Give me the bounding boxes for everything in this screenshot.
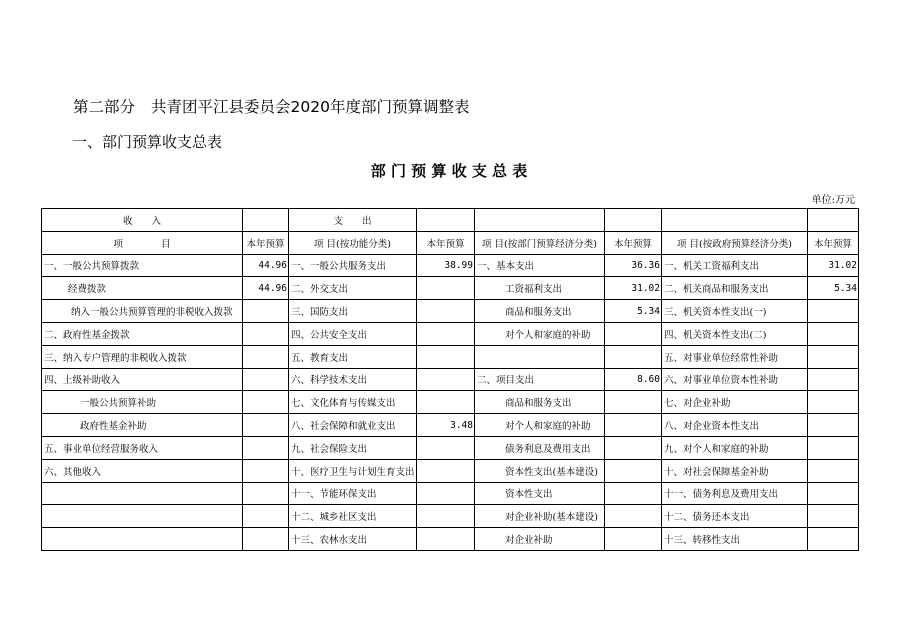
expense-header: 支 出 [289, 209, 417, 232]
income-item: 三、纳入专户管理的非税收入拨款 [42, 345, 243, 368]
income-item: 六、其他收入 [42, 459, 243, 482]
dept-econ-item: 对企业补助(基本建设) [475, 505, 605, 528]
gov-econ-budget [808, 459, 859, 482]
dept-econ-budget: 36.36 [605, 254, 662, 277]
dept-econ-item: 债务利息及费用支出 [475, 436, 605, 459]
dept-econ-item: 资本性支出(基本建设) [475, 459, 605, 482]
function-budget [417, 436, 475, 459]
function-item: 四、公共安全支出 [289, 322, 417, 345]
dept-econ-item [475, 345, 605, 368]
gov-econ-budget [808, 322, 859, 345]
dept-econ-budget: 31.02 [605, 277, 662, 300]
income-budget [243, 414, 289, 437]
table-row [42, 254, 859, 277]
function-item: 三、国防支出 [289, 300, 417, 323]
gov-econ-budget [808, 391, 859, 414]
section-subheading: 一、部门预算收支总表 [72, 133, 223, 151]
page-heading [73, 95, 469, 117]
dept-econ-item: 商品和服务支出 [475, 391, 605, 414]
function-item: 一、一般公共服务支出 [289, 254, 417, 277]
income-item: 五、事业单位经营服务收入 [42, 436, 243, 459]
income-item: 一般公共预算补助 [42, 391, 243, 414]
gov-econ-budget [808, 436, 859, 459]
heading-part: 第二部分 [73, 98, 136, 116]
table-row [42, 436, 859, 459]
function-item: 七、文化体育与传媒支出 [289, 391, 417, 414]
dept-econ-budget [605, 436, 662, 459]
income-budget [243, 436, 289, 459]
dept-econ-budget [605, 391, 662, 414]
empty-cell [605, 209, 662, 232]
function-budget: 3.48 [417, 414, 475, 437]
gov-econ-item: 五、对事业单位经常性补助 [662, 345, 808, 368]
gov-econ-item: 十二、债务还本支出 [662, 505, 808, 528]
col-header-dept-econ-item: 项 目(按部门预算经济分类) [475, 231, 605, 254]
dept-econ-item: 对个人和家庭的补助 [475, 322, 605, 345]
gov-econ-budget [808, 368, 859, 391]
col-header-dept-econ-budget: 本年预算 [605, 231, 662, 254]
gov-econ-budget [808, 345, 859, 368]
dept-econ-item: 对企业补助 [475, 528, 605, 551]
dept-econ-item: 对个人和家庭的补助 [475, 414, 605, 437]
dept-econ-budget [605, 414, 662, 437]
income-budget [243, 528, 289, 551]
function-item: 六、科学技术支出 [289, 368, 417, 391]
dept-econ-budget [605, 459, 662, 482]
gov-econ-item: 七、对企业补助 [662, 391, 808, 414]
table-row [42, 322, 859, 345]
gov-econ-item: 十三、转移性支出 [662, 528, 808, 551]
income-budget [243, 505, 289, 528]
function-item: 十一、节能环保支出 [289, 482, 417, 505]
col-header-function-budget: 本年预算 [417, 231, 475, 254]
function-item: 九、社会保险支出 [289, 436, 417, 459]
income-item [42, 528, 243, 551]
income-budget [243, 368, 289, 391]
function-budget [417, 345, 475, 368]
income-budget [243, 391, 289, 414]
gov-econ-budget [808, 482, 859, 505]
gov-econ-item: 八、对企业资本性支出 [662, 414, 808, 437]
dept-econ-item: 商品和服务支出 [475, 300, 605, 323]
dept-econ-budget [605, 528, 662, 551]
dept-econ-budget: 8.60 [605, 368, 662, 391]
table-column-header-row [42, 231, 859, 254]
table-row [42, 391, 859, 414]
function-item: 八、社会保障和就业支出 [289, 414, 417, 437]
dept-econ-item: 工资福利支出 [475, 277, 605, 300]
unit-label: 单位:万元 [811, 195, 855, 206]
function-item: 十、医疗卫生与计划生育支出 [289, 459, 417, 482]
col-header-function-item: 项 目(按功能分类) [289, 231, 417, 254]
table-top-header-row [42, 209, 859, 232]
income-item: 一、一般公共预算拨款 [42, 254, 243, 277]
empty-cell [417, 209, 475, 232]
function-budget [417, 277, 475, 300]
income-item: 政府性基金补助 [42, 414, 243, 437]
function-budget [417, 459, 475, 482]
gov-econ-budget [808, 414, 859, 437]
col-header-gov-econ-item: 项 目(按政府预算经济分类) [662, 231, 808, 254]
dept-econ-budget: 5.34 [605, 300, 662, 323]
gov-econ-item: 九、对个人和家庭的补助 [662, 436, 808, 459]
income-item: 纳入一般公共预算管理的非税收入拨款 [42, 300, 243, 323]
dept-econ-item: 二、项目支出 [475, 368, 605, 391]
table-row [42, 300, 859, 323]
table-row [42, 459, 859, 482]
gov-econ-item: 四、机关资本性支出(二) [662, 322, 808, 345]
function-budget [417, 528, 475, 551]
col-header-income-budget: 本年预算 [243, 231, 289, 254]
gov-econ-item: 十一、债务利息及费用支出 [662, 482, 808, 505]
table-row [42, 414, 859, 437]
income-item: 二、政府性基金拨款 [42, 322, 243, 345]
budget-table-body [42, 209, 859, 551]
function-item: 十二、城乡社区支出 [289, 505, 417, 528]
gov-econ-item: 三、机关资本性支出(一) [662, 300, 808, 323]
gov-econ-item: 六、对事业单位资本性补助 [662, 368, 808, 391]
empty-cell [662, 209, 808, 232]
function-budget [417, 368, 475, 391]
function-budget [417, 505, 475, 528]
income-item [42, 482, 243, 505]
dept-econ-budget [605, 482, 662, 505]
empty-cell [475, 209, 605, 232]
col-header-income-item: 项 目 [42, 231, 243, 254]
gov-econ-budget: 31.02 [808, 254, 859, 277]
gov-econ-item: 二、机关商品和服务支出 [662, 277, 808, 300]
heading-title: 共青团平江县委员会2020年度部门预算调整表 [151, 98, 470, 116]
empty-cell [243, 209, 289, 232]
income-budget [243, 345, 289, 368]
dept-econ-budget [605, 322, 662, 345]
income-item: 四、上级补助收入 [42, 368, 243, 391]
table-row [42, 345, 859, 368]
gov-econ-item: 十、对社会保障基金补助 [662, 459, 808, 482]
function-item: 二、外交支出 [289, 277, 417, 300]
function-item: 十三、农林水支出 [289, 528, 417, 551]
table-row [42, 505, 859, 528]
table-row [42, 528, 859, 551]
income-budget: 44.96 [243, 254, 289, 277]
col-header-gov-econ-budget: 本年预算 [808, 231, 859, 254]
dept-econ-item: 资本性支出 [475, 482, 605, 505]
income-item: 经费拨款 [42, 277, 243, 300]
gov-econ-budget [808, 505, 859, 528]
function-item: 五、教育支出 [289, 345, 417, 368]
function-budget: 38.99 [417, 254, 475, 277]
dept-econ-budget [605, 505, 662, 528]
budget-table [41, 208, 859, 551]
function-budget [417, 322, 475, 345]
income-budget [243, 300, 289, 323]
table-row [42, 277, 859, 300]
dept-econ-budget [605, 345, 662, 368]
gov-econ-budget [808, 528, 859, 551]
dept-econ-item: 一、基本支出 [475, 254, 605, 277]
income-header: 收 入 [42, 209, 243, 232]
income-budget [243, 459, 289, 482]
table-title: 部 门 预 算 收 支 总 表 [370, 162, 528, 180]
function-budget [417, 300, 475, 323]
income-budget [243, 482, 289, 505]
gov-econ-budget [808, 300, 859, 323]
function-budget [417, 391, 475, 414]
gov-econ-budget: 5.34 [808, 277, 859, 300]
income-budget: 44.96 [243, 277, 289, 300]
function-budget [417, 482, 475, 505]
table-row [42, 368, 859, 391]
income-item [42, 505, 243, 528]
table-row [42, 482, 859, 505]
income-budget [243, 322, 289, 345]
gov-econ-item: 一、机关工资福利支出 [662, 254, 808, 277]
empty-cell [808, 209, 859, 232]
